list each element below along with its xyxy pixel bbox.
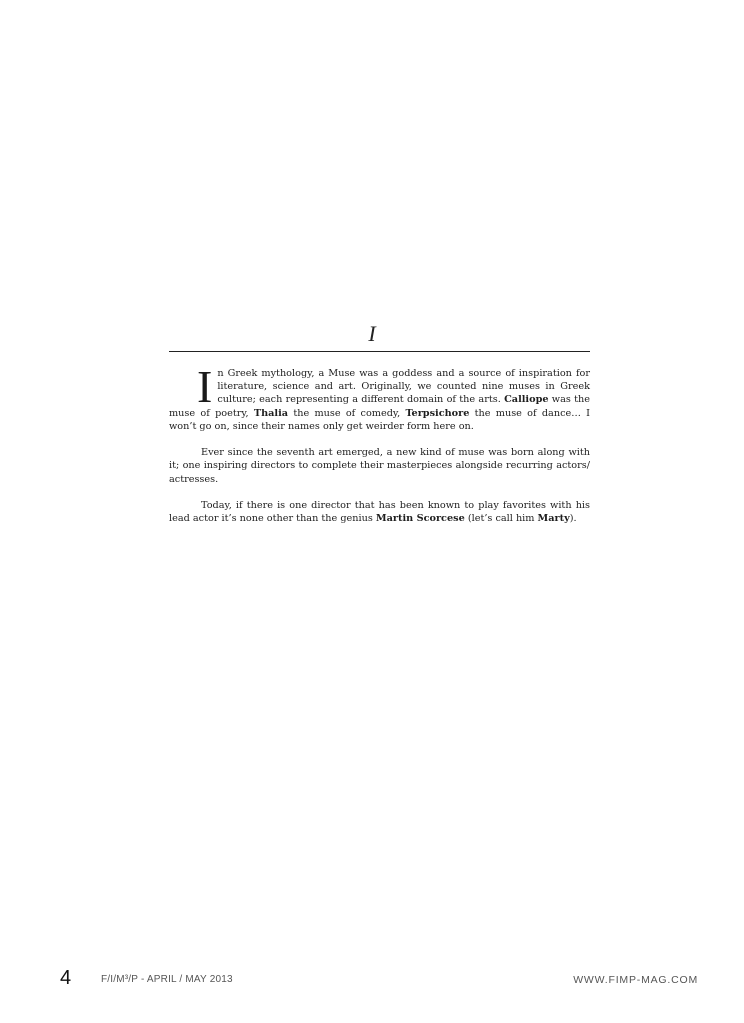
- muse-name-terpsichore: Terpsichore: [405, 407, 470, 419]
- director-nickname: Marty: [537, 513, 570, 525]
- director-name: Martin Scorcese: [375, 513, 465, 525]
- article-body: [169, 361, 591, 539]
- issue-label: F/I/M³/P - APRIL / MAY 2013: [101, 974, 233, 985]
- paragraph-seventh-art: Ever since the seventh art emerged, a new kind of muse was born along with it; one inspiring directors to complete their masterpieces alongside recurring actors/ actresses.: [169, 447, 590, 485]
- paragraph-text: was the muse of poetry,: [169, 394, 590, 419]
- paragraph-scorsese: [169, 499, 590, 525]
- paragraph-text: n Greek mythology, a Muse was a goddess and a source of inspiration for literature, science and art. Originally, we counted nine muses in Greek culture; each representing a different domain of the arts.: [217, 368, 590, 406]
- paragraph-text: ).: [569, 513, 577, 525]
- muse-name-thalia: Thalia: [253, 407, 289, 419]
- page-number: 4: [60, 967, 72, 989]
- paragraph-text: (let’s call him: [464, 513, 538, 525]
- website-link[interactable]: WWW.FIMP-MAG.COM: [573, 974, 698, 986]
- paragraph-text: the muse of dance… I won’t go on, since their names only get weirder form here on.: [169, 407, 591, 432]
- heading-divider: [169, 351, 590, 352]
- paragraph-text: the muse of comedy,: [288, 407, 406, 419]
- drop-cap: I: [197, 361, 213, 412]
- paragraph-text: Today, if there is one director that has been known to play favorites with his lead actor it’s none other than the genius: [169, 500, 590, 525]
- paragraph-intro: [169, 361, 591, 433]
- section-heading: I: [368, 321, 376, 346]
- muse-name-calliope: Calliope: [504, 394, 549, 406]
